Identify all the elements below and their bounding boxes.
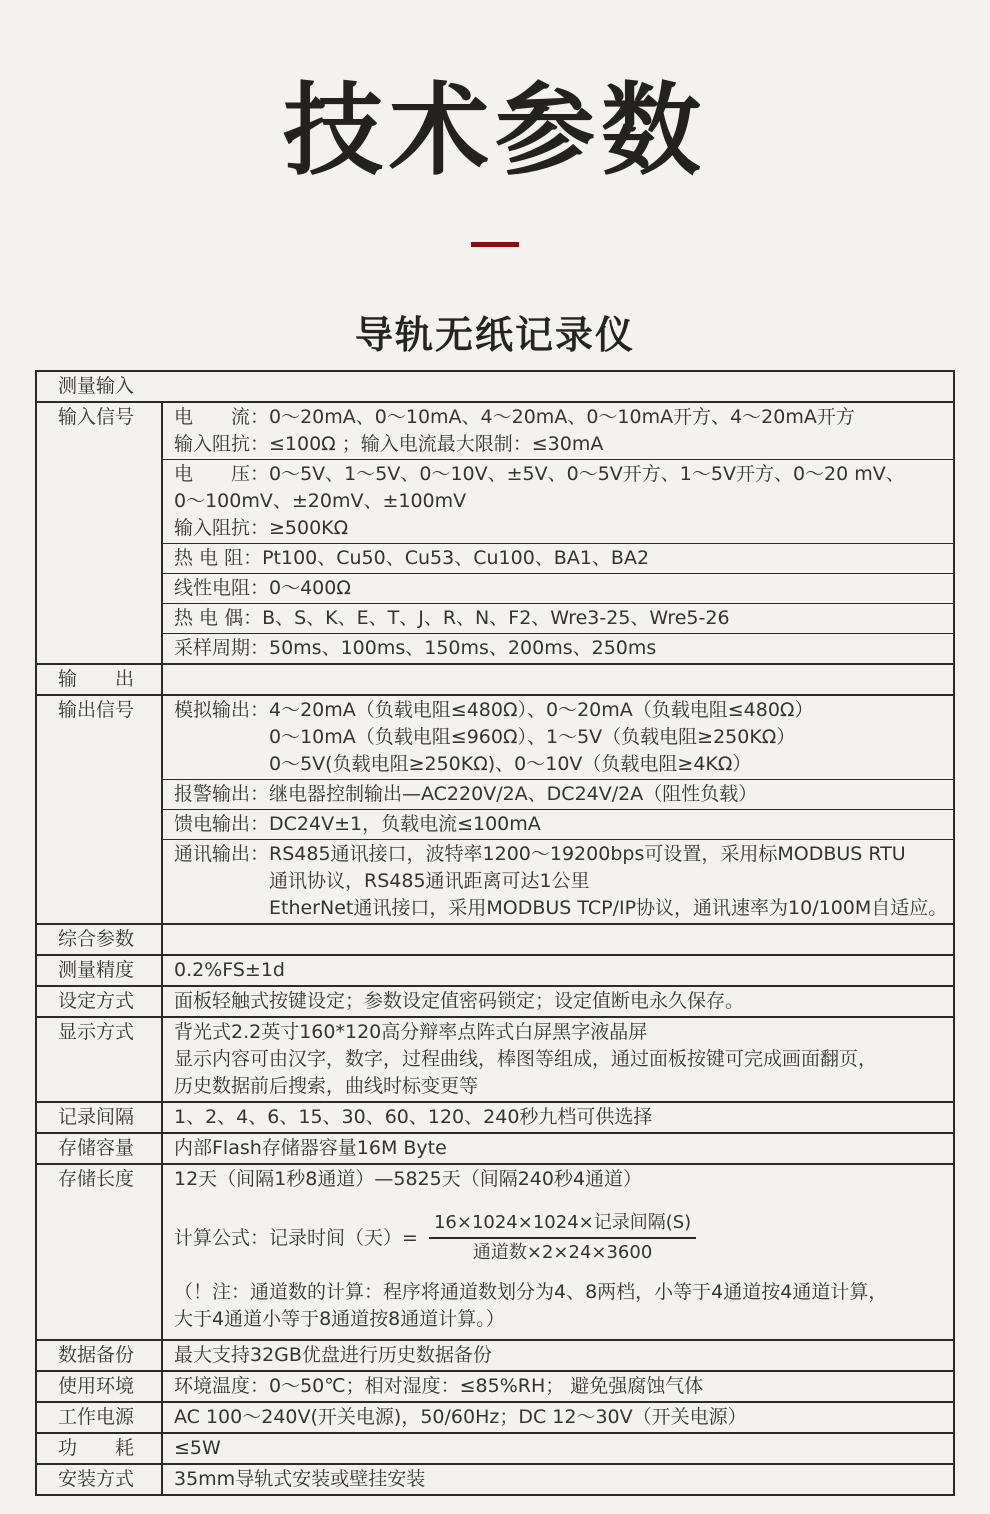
spec-row — [37, 1339, 953, 1370]
row-content — [163, 1341, 953, 1370]
content-line: ≤5W — [174, 1437, 221, 1459]
content-line: 0～10mA（负载电阻≤960Ω）、1～5V（负载电阻≥250KΩ） — [269, 726, 796, 748]
row-content — [163, 403, 953, 663]
spec-row — [37, 1132, 953, 1163]
row-content — [163, 1018, 953, 1101]
formula-note-line: （！注：通道数的计算：程序将通道数划分为4、8两档，小等于4通道按4通道计算， — [174, 1281, 888, 1303]
storage-range-line: 12天（间隔1秒8通道）—5825天（间隔240秒4通道） — [174, 1168, 643, 1190]
content-block — [163, 1403, 953, 1432]
content-block — [163, 1341, 953, 1370]
row-content — [163, 696, 953, 923]
content-line: 0～5V(负载电阻≥250KΩ)、0～10V（负载电阻≥4KΩ） — [269, 753, 752, 775]
sub-row — [163, 403, 953, 459]
row-label: 测量精度 — [37, 956, 163, 985]
row-content — [163, 1103, 953, 1132]
row-label: 综合参数 — [37, 925, 163, 954]
fraction-numerator: 16×1024×1024×记录间隔(S) — [429, 1210, 696, 1239]
spec-row — [37, 985, 953, 1016]
sub-row — [163, 603, 953, 633]
page-subtitle: 导轨无纸记录仪 — [354, 313, 635, 357]
content-line: 内部Flash存储器容量16M Byte — [174, 1137, 447, 1159]
formula-note-line: 大于4通道小等于8通道按8通道计算。） — [174, 1308, 505, 1330]
spec-row — [37, 694, 953, 923]
row-label: 输入信号 — [37, 403, 163, 663]
content-line: 背光式2.2英寸160*120高分辩率点阵式白屏黑字液晶屏 — [174, 1021, 648, 1043]
row-label: 设定方式 — [37, 987, 163, 1016]
row-label: 存储长度 — [37, 1165, 163, 1339]
sub-row — [163, 839, 953, 923]
spec-row — [37, 1370, 953, 1401]
content-line: 35mm导轨式安装或壁挂安装 — [174, 1468, 426, 1490]
content-block — [163, 1103, 953, 1132]
sub-row — [163, 543, 953, 573]
content-line: EtherNet通讯接口，采用MODBUS TCP/IP协议，通讯速率为10/100M自适应。 — [269, 897, 948, 919]
row-label: 测量输入 — [58, 375, 135, 397]
content-line: 显示内容可由汉字，数字，过程曲线，棒图等组成，通过面板按键可完成画面翻页， — [174, 1048, 878, 1070]
content-block — [163, 1134, 953, 1163]
row-content — [163, 1434, 953, 1463]
row-content — [163, 1403, 953, 1432]
fraction-denominator: 通道数×2×24×3600 — [472, 1242, 653, 1263]
content-block — [163, 987, 953, 1016]
content-line: 馈电输出：DC24V±1，负载电流≤100mA — [174, 813, 541, 835]
spec-row — [37, 1016, 953, 1101]
content-line: 采样周期：50ms、100ms、150ms、200ms、250ms — [174, 637, 657, 659]
content-line: 0.2%FS±1d — [174, 959, 285, 981]
page-title: 技术参数 — [283, 72, 707, 189]
spec-row — [37, 1163, 953, 1339]
spec-row — [37, 1463, 953, 1494]
content-line: 模拟输出：4～20mA（负载电阻≤480Ω）、0～20mA（负载电阻≤480Ω） — [174, 699, 814, 721]
spec-row — [37, 954, 953, 985]
content-line: 电 压：0～5V、1～5V、0～10V、±5V、0～5V开方、1～5V开方、0～20 mV、 — [174, 463, 905, 485]
formula-prefix: 计算公式：记录时间（天）= — [174, 1226, 424, 1249]
row-label: 使用环境 — [37, 1372, 163, 1401]
record-time-formula — [174, 1210, 953, 1266]
content-line: AC 100～240V(开关电源)，50/60Hz；DC 12～30V（开关电源） — [174, 1406, 747, 1428]
row-label: 安装方式 — [37, 1465, 163, 1494]
content-block — [163, 1372, 953, 1401]
spec-row — [37, 1101, 953, 1132]
content-line: 最大支持32GB优盘进行历史数据备份 — [174, 1344, 492, 1366]
row-label: 记录间隔 — [37, 1103, 163, 1132]
content-line: 热 电 偶：B、S、K、E、T、J、R、N、F2、Wre3-25、Wre5-26 — [174, 607, 730, 629]
row-content — [163, 987, 953, 1016]
sub-row — [163, 573, 953, 603]
spec-row — [37, 923, 953, 954]
content-line: 0～100mV、±20mV、±100mV — [174, 490, 467, 512]
spec-row — [37, 372, 953, 401]
row-content — [163, 1372, 953, 1401]
row-content — [163, 1465, 953, 1494]
content-line: 热 电 阻：Pt100、Cu50、Cu53、Cu100、BA1、BA2 — [174, 547, 650, 569]
row-label: 数据备份 — [37, 1341, 163, 1370]
spec-row — [37, 1401, 953, 1432]
row-label: 显示方式 — [37, 1018, 163, 1101]
row-content — [163, 665, 953, 694]
content-block — [163, 956, 953, 985]
sub-row — [163, 633, 953, 663]
content-block — [163, 1434, 953, 1463]
row-label: 输 出 — [37, 665, 163, 694]
content-line: 通讯协议，RS485通讯距离可达1公里 — [269, 870, 590, 892]
content-line: 输入阻抗：≤100Ω ；输入电流最大限制：≤30mA — [174, 433, 604, 455]
sub-row — [163, 696, 953, 779]
row-content — [163, 1165, 953, 1339]
accent-dash — [471, 242, 519, 247]
row-label: 工作电源 — [37, 1403, 163, 1432]
content-block — [163, 1018, 953, 1101]
content-line: 历史数据前后搜索，曲线时标变更等 — [174, 1075, 479, 1097]
row-content — [163, 1134, 953, 1163]
sub-row — [163, 459, 953, 543]
row-label: 功 耗 — [37, 1434, 163, 1463]
content-line: 通讯输出：RS485通讯接口，波特率1200～19200bps可设置，采用标MODBUS RTU — [174, 843, 906, 865]
spec-row — [37, 1432, 953, 1463]
content-line: 环境温度：0～50℃；相对湿度：≤85%RH； 避免强腐蚀气体 — [174, 1375, 704, 1397]
content-block — [163, 1465, 953, 1494]
spec-row — [37, 663, 953, 694]
content-line: 电 流：0～20mA、0～10mA、4～20mA、0～10mA开方、4～20mA开方 — [174, 406, 855, 428]
formula-fraction — [429, 1210, 696, 1266]
spec-row — [37, 401, 953, 663]
content-line: 线性电阻：0～400Ω — [174, 577, 351, 599]
sub-row — [163, 809, 953, 839]
content-block — [163, 1165, 953, 1339]
row-content — [163, 925, 953, 954]
content-line: 1、2、4、6、15、30、60、120、240秒九档可供选择 — [174, 1106, 653, 1128]
content-line: 报警输出：继电器控制输出—AC220V/2A、DC24V/2A（阻性负载） — [174, 783, 758, 805]
sub-row — [163, 779, 953, 809]
content-line: 面板轻触式按键设定；参数设定值密码锁定；设定值断电永久保存。 — [174, 990, 745, 1012]
row-label: 输出信号 — [37, 696, 163, 923]
row-content — [163, 956, 953, 985]
spec-table — [35, 370, 955, 1496]
row-label: 存储容量 — [37, 1134, 163, 1163]
content-line: 输入阻抗：≥500KΩ — [174, 517, 349, 539]
